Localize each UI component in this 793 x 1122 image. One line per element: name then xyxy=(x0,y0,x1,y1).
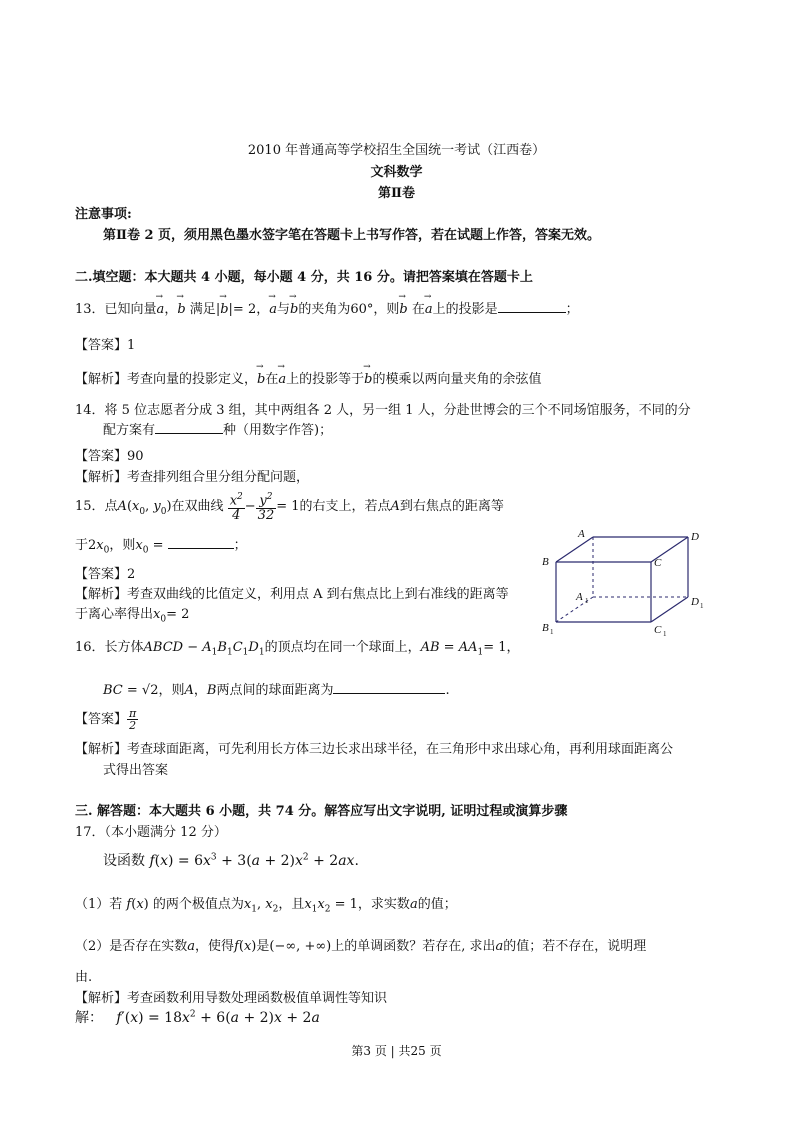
q17-solution: 解： $f'(x) = 18x^2 + 6(a + 2)x + 2a$ xyxy=(75,1009,320,1026)
exam-subject: 文科数学 xyxy=(370,165,423,180)
section3-heading: 三. 解答题：本大题共 6 小题，共 74 分。解答应写出文字说明, 证明过程或演算步骤 xyxy=(75,804,568,819)
q15-answer-blank xyxy=(168,536,234,549)
q15-line2: 于$2x_0$，则$x_0$ = ； xyxy=(75,538,247,556)
cube-label-A: A xyxy=(578,528,585,540)
q16-answer-blank xyxy=(333,681,445,694)
q17-title: 17．（本小题满分 12 分） xyxy=(75,825,227,840)
cube-sub-C1: 1 xyxy=(663,630,667,638)
cube-label-A1: A xyxy=(576,591,583,603)
notice-heading: 注意事项: xyxy=(75,207,132,222)
q16-answer: 【答案】 $\frac{\pi}{2}$ xyxy=(75,707,137,732)
section2-heading: 二.填空题：本大题共 4 小题，每小题 4 分，共 16 分。请把答案填在答题卡上 xyxy=(75,270,533,285)
cube-label-D: D xyxy=(691,531,699,543)
cube-label-C1: C xyxy=(654,624,662,636)
q15-analysis-2: 于离心率得出$x_0= 2$ xyxy=(75,607,190,625)
q16-analysis-1: 【解析】考查球面距离，可先利用长方体三边长求出球半径，在三角形中求出球心角，再利用球面距离公 xyxy=(75,742,674,757)
cube-sub-D1: 1 xyxy=(700,602,704,610)
q16-line2: BC = √2，则A，B两点间的球面距离为 . xyxy=(103,683,450,698)
notice-text: 第Ⅱ卷 2 页，须用黑色墨水签字笔在答题卡上书写作答，若在试题上作答，答案无效。 xyxy=(103,228,601,243)
q13-analysis: 【解析】考查向量的投影定义，→ b在→ a上的投影等于→ b的模乘以两向量夹角的余弦值 xyxy=(75,368,541,387)
q15-analysis-1: 【解析】考查双曲线的比值定义，利用点 A 到右焦点比上到右准线的距离等 xyxy=(75,587,509,602)
q13-question: 13．已知向量→ a，→ b 满足|→ b|= 2，→ a与→ b的夹角为60°，则→ b 在→ a上的投影是 ； xyxy=(75,298,579,317)
q15-answer: 【答案】2 xyxy=(75,567,136,582)
q14-answer-blank xyxy=(155,421,223,434)
cuboid-figure xyxy=(538,525,718,645)
q13-answer: 【答案】1 xyxy=(75,338,136,353)
exam-title: 2010 年普通高等学校招生全国统一考试（江西卷） xyxy=(247,143,546,158)
cube-label-D1: D xyxy=(691,596,699,608)
q14-line1: 14．将 5 位志愿者分成 3 组，其中两组各 2 人，另一组 1 人，分赴世博会的三个不同场馆服务，不同的分 xyxy=(75,403,691,418)
exam-volume: 第Ⅱ卷 xyxy=(378,186,415,201)
q14-answer: 【答案】90 xyxy=(75,449,144,464)
q17-part1: （1）若 f(x) 的两个极值点为$x_1$, $x_2$，且$x_1x_2 = 1$，求实数a的值； xyxy=(75,897,457,915)
q14-analysis: 【解析】考查排列组合里分组分配问题， xyxy=(75,470,310,485)
q13-answer-blank xyxy=(498,300,566,313)
q15-line1: 15．点$A(x_0$, $y_0$)在双曲线 $\frac{x^2}{4}$ − $\frac{y^2}{32}$ = 1的右支上，若点A到右焦点的距离等 xyxy=(75,492,504,524)
q16-analysis-2: 式得出答案 xyxy=(103,763,169,778)
q17-analysis: 【解析】考查函数利用导数处理函数极值单调性等知识 xyxy=(75,991,388,1006)
q17-part2: （2）是否存在实数a，使得f(x)是(−∞, +∞)上的单调函数？若存在, 求出a的值；若不存在，说明理 xyxy=(75,939,647,954)
cube-label-C: C xyxy=(654,557,662,569)
page-footer: 第3 页 | 共25 页 xyxy=(351,1044,442,1058)
cube-sub-A1: 1 xyxy=(585,597,589,605)
cube-label-B1: B xyxy=(542,622,549,634)
cube-sub-B1: 1 xyxy=(550,628,554,636)
cube-label-B: B xyxy=(542,556,549,568)
q17-setup: 设函数 $f(x) = 6x^3 + 3(a + 2)x^2 + 2ax$. xyxy=(103,852,359,869)
q17-part2-end: 由. xyxy=(75,970,93,985)
q14-line2: 配方案有 种（用数字作答)； xyxy=(103,423,333,438)
q16-line1: 16．长方体ABCD − $A_1B_1C_1D_1$的顶点均在同一个球面上，AB = $AA_1= 1$， xyxy=(75,640,520,658)
